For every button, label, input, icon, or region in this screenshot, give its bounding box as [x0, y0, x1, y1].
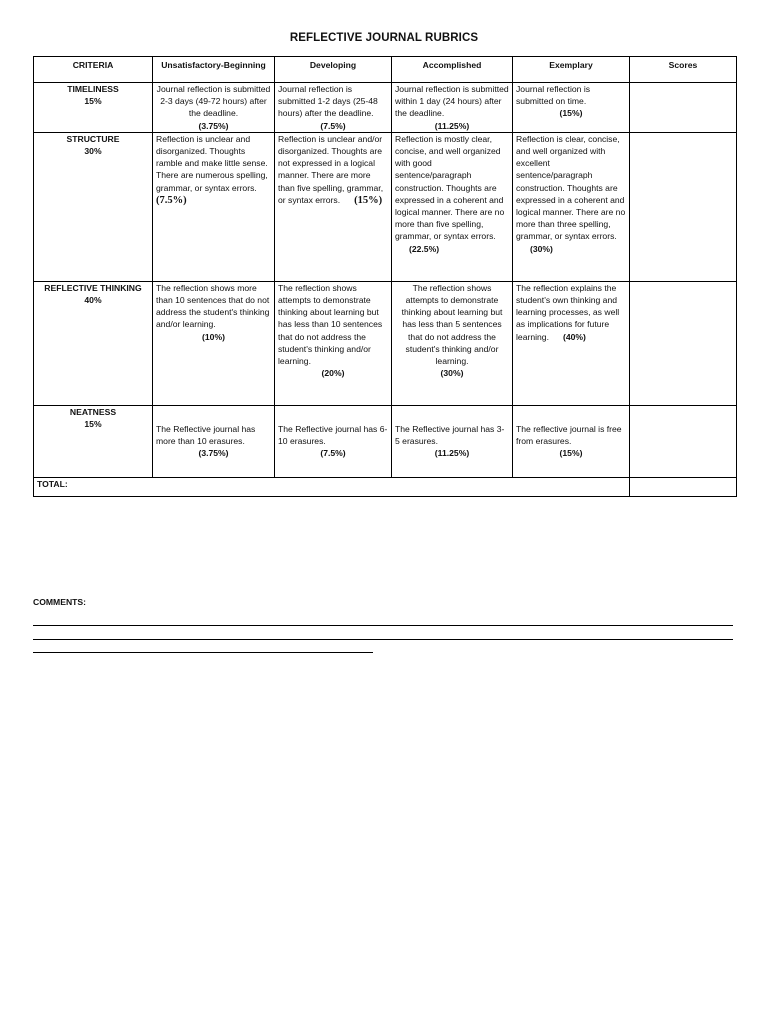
cell-exemplary: [513, 281, 630, 405]
criterion-name: STRUCTURE: [66, 133, 120, 144]
descriptor-text: The reflection shows attempts to demonstrate thinking about learning but has less than 5 sentences that do not address the student's thinking and/or learning.: [401, 282, 503, 367]
criterion-weight: 30%: [84, 146, 102, 157]
score-label: (22.5%): [409, 243, 440, 254]
descriptor-text: The reflection explains the student's own thinking and learning processes, as well as implications for future learning.: [516, 282, 620, 342]
comment-line[interactable]: [33, 639, 733, 640]
score-cell[interactable]: [630, 83, 737, 133]
descriptor-text: Journal reflection is submitted on time.: [516, 84, 591, 107]
cell-unsatisfactory: [153, 405, 275, 477]
score-label: (15%): [354, 194, 383, 206]
score-label: (30%): [440, 368, 464, 379]
score-label: (7.5%): [320, 120, 346, 131]
header-exemplary: Exemplary: [513, 57, 630, 83]
comments-label: COMMENTS:: [33, 597, 86, 607]
cell-accomplished: [392, 405, 513, 477]
cell-unsatisfactory: [153, 132, 275, 281]
score-label: (3.75%): [198, 120, 229, 131]
cell-exemplary: [513, 83, 630, 133]
header-scores: Scores: [630, 57, 737, 83]
row-timeliness: [34, 83, 737, 133]
descriptor-text: Journal reflection is submitted within 1 day (24 hours) after the deadline.: [395, 84, 509, 119]
criterion-name: TIMELINESS: [67, 84, 119, 94]
row-neatness: [34, 405, 737, 477]
header-accomplished: Accomplished: [392, 57, 513, 83]
score-label: (15%): [559, 108, 583, 119]
cell-exemplary: [513, 405, 630, 477]
cell-accomplished: [392, 132, 513, 281]
comment-line[interactable]: [33, 625, 733, 626]
row-reflective-thinking: [34, 281, 737, 405]
descriptor-text: The Reflective journal has more than 10 erasures.: [156, 424, 256, 447]
score-label: (11.25%): [434, 120, 470, 131]
row-total: [34, 477, 737, 496]
score-cell[interactable]: [630, 281, 737, 405]
cell-unsatisfactory: [153, 83, 275, 133]
total-label: TOTAL:: [34, 477, 630, 496]
descriptor-text: The reflection shows attempts to demonstrate thinking about learning but has less than 10 sentences that do not address the student's thinking and/or learning.: [278, 282, 383, 367]
score-cell[interactable]: [630, 405, 737, 477]
cell-developing: [275, 281, 392, 405]
row-structure: [34, 132, 737, 281]
criterion-weight: 15%: [84, 96, 102, 107]
criterion-name: REFLECTIVE THINKING: [44, 282, 142, 293]
criterion-weight: 15%: [84, 419, 102, 430]
cell-accomplished: [392, 281, 513, 405]
descriptor-text: Reflection is unclear and disorganized. Thoughts ramble and make little sense. There are numerous spelling, grammar, or syntax errors.: [156, 133, 268, 193]
score-cell[interactable]: [630, 132, 737, 281]
score-label: (3.75%): [198, 448, 229, 459]
descriptor-text: The reflection shows more than 10 sentences that do not address the student's thinking and/or learning.: [156, 282, 270, 330]
cell-unsatisfactory: [153, 281, 275, 405]
descriptor-text: Reflection is clear, concise, and well organized with excellent sentence/paragraph construction. Thoughts are expressed in a coherent and logical manner. There are no more than three spelling, grammar, or syntax errors.: [516, 133, 626, 242]
cell-developing: [275, 83, 392, 133]
score-label: (7.5%): [320, 448, 346, 459]
cell-developing: [275, 132, 392, 281]
rubric-table: [33, 56, 737, 497]
criterion-weight: 40%: [84, 295, 102, 306]
score-label: (11.25%): [434, 448, 470, 459]
descriptor-text: The Reflective journal has 3-5 erasures.: [395, 424, 505, 447]
descriptor-text: Journal reflection is submitted 2-3 days (49-72 hours) after the deadline.: [156, 84, 271, 119]
header-unsatisfactory: Unsatisfactory-Beginning: [153, 57, 275, 83]
header-developing: Developing: [275, 57, 392, 83]
score-label: (20%): [321, 368, 345, 379]
total-score-cell[interactable]: [630, 477, 737, 496]
score-label: (10%): [202, 331, 225, 342]
score-label: (30%): [530, 243, 553, 254]
criterion-cell: [34, 281, 153, 405]
cell-developing: [275, 405, 392, 477]
score-label: (7.5%): [156, 194, 187, 206]
comment-line[interactable]: [33, 652, 373, 653]
cell-exemplary: [513, 132, 630, 281]
descriptor-text: The Reflective journal has 6-10 erasures.: [278, 424, 388, 447]
descriptor-text: Reflection is unclear and/or disorganized. Thoughts are not expressed in a logical manner. There are more than five spelling, grammar, or syntax errors.: [278, 133, 384, 205]
cell-accomplished: [392, 83, 513, 133]
score-label: (15%): [559, 448, 583, 459]
header-row: [34, 57, 737, 83]
header-criteria: CRITERIA: [34, 57, 153, 83]
criterion-cell: [34, 83, 153, 133]
criterion-name: NEATNESS: [69, 406, 117, 417]
score-label: (40%): [562, 331, 586, 342]
descriptor-text: Reflection is mostly clear, concise, and well organized with good sentence/paragraph construction. Thoughts are expressed in a coherent and logical manner. There are no more than five spelling, grammar, or syntax errors.: [395, 133, 505, 242]
criterion-cell: [34, 132, 153, 281]
page-title: REFLECTIVE JOURNAL RUBRICS: [289, 32, 479, 44]
descriptor-text: Journal reflection is submitted 1-2 days (25-48 hours) after the deadline.: [278, 84, 378, 119]
descriptor-text: The reflective journal is free from erasures.: [516, 424, 622, 447]
criterion-cell: [34, 405, 153, 477]
